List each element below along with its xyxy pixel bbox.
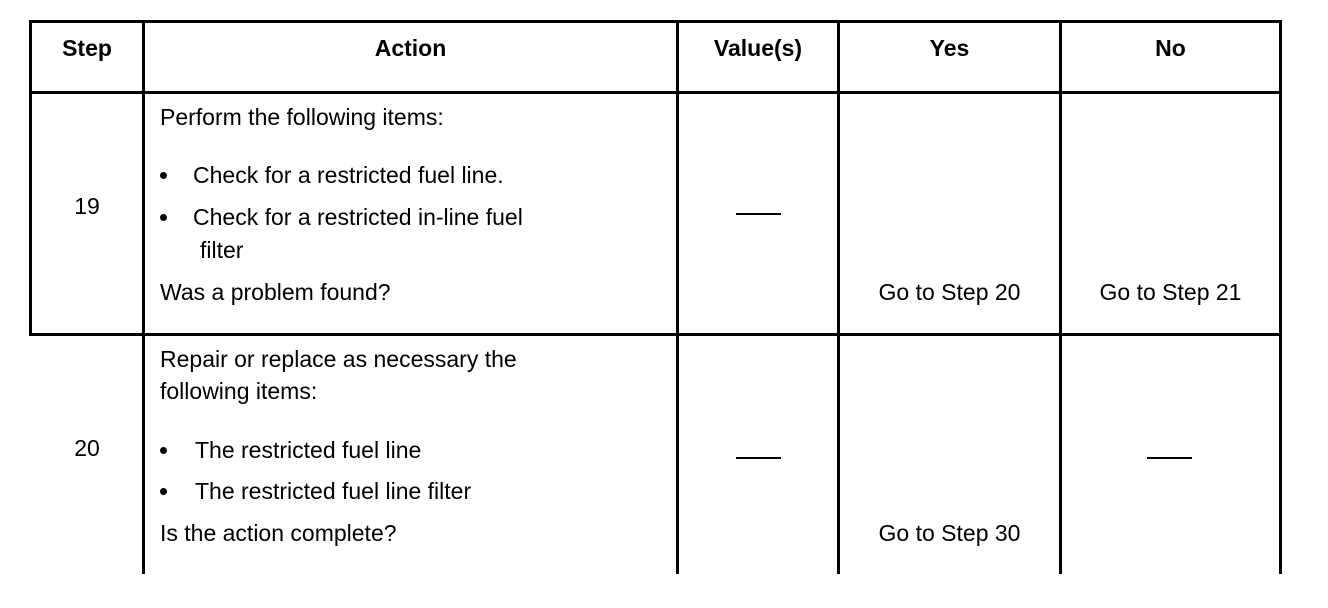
row-19-values-dash: [736, 213, 781, 215]
row-19-no: Go to Step 21: [1099, 279, 1242, 305]
bullet-icon: [160, 447, 167, 454]
row-20-no-dash: [1147, 457, 1192, 459]
row-19-question: Was a problem found?: [160, 279, 391, 305]
diagnostic-table: [29, 20, 1282, 580]
row-20-step: 20: [74, 435, 100, 461]
row-19-bullet-1: Check for a restricted fuel line.: [193, 162, 504, 188]
header-step: Step: [62, 35, 112, 61]
header-values: Value(s): [713, 35, 803, 61]
row-20-question: Is the action complete?: [160, 520, 397, 546]
header-no: No: [1155, 35, 1186, 61]
bullet-icon: [160, 214, 167, 221]
col-divider-step-action: [142, 20, 145, 574]
table-left-border: [29, 20, 32, 336]
header-yes: Yes: [929, 35, 970, 61]
row-19-action-intro: Perform the following items:: [160, 104, 444, 130]
table-right-border: [1279, 20, 1282, 574]
col-divider-action-values: [676, 20, 679, 574]
bullet-icon: [160, 172, 167, 179]
row-20-bullet-1: The restricted fuel line: [195, 437, 422, 463]
header-action: Action: [374, 35, 447, 61]
row-20-yes: Go to Step 30: [878, 520, 1021, 546]
row-19-bullet-2-cont: filter: [200, 237, 244, 263]
row-20-bullet-2: The restricted fuel line filter: [195, 478, 472, 504]
table-top-border: [29, 20, 1282, 23]
row-19-bullet-2: Check for a restricted in-line fuel: [193, 204, 523, 230]
row-19-step: 19: [74, 193, 100, 219]
bullet-icon: [160, 488, 167, 495]
row-20-values-dash: [736, 457, 781, 459]
row-19-bottom-border: [29, 333, 1282, 336]
row-20-action-intro-line2: following items:: [160, 378, 318, 404]
row-19-yes: Go to Step 20: [878, 279, 1021, 305]
header-bottom-border: [29, 91, 1282, 94]
row-20-action-intro-line1: Repair or replace as necessary the: [160, 346, 517, 372]
